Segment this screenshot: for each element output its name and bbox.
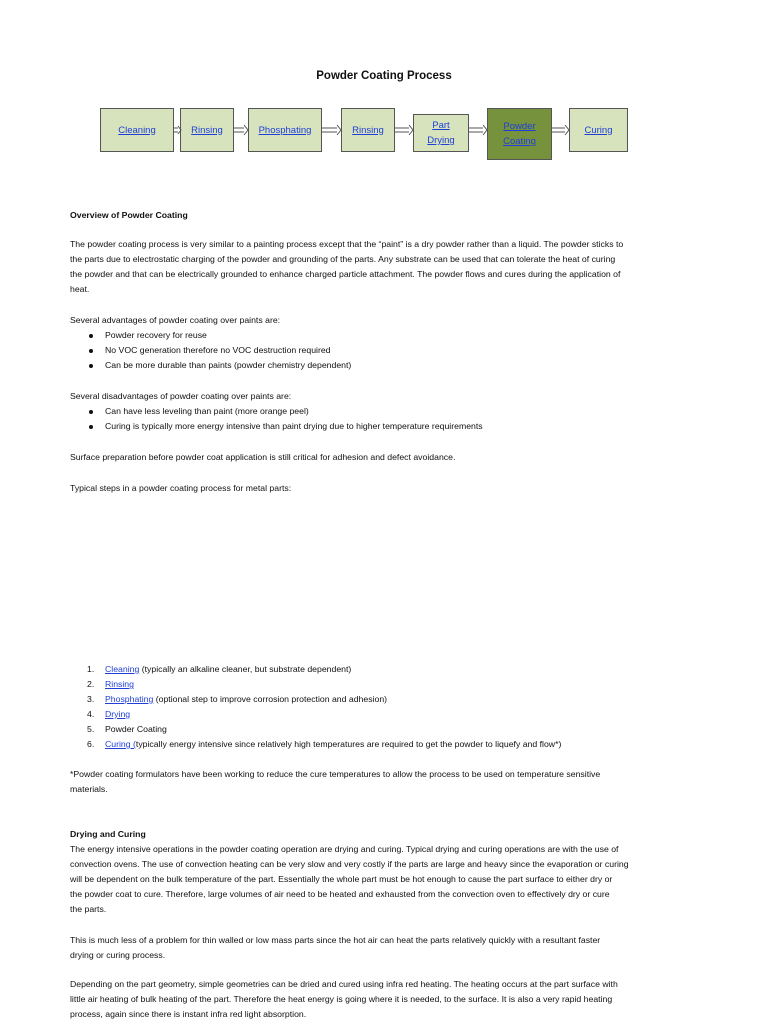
- arrow-1: [174, 126, 181, 134]
- arrow-5: [469, 125, 487, 135]
- step-description: (typically an alkaline cleaner, but substrate dependent): [139, 664, 352, 674]
- list-item: [70, 677, 710, 692]
- list-number: 6.: [87, 739, 95, 749]
- text-line: This is much less of a problem for thin walled or low mass parts since the hot air can heat the parts relatively quickly with a resultant faster: [70, 935, 601, 945]
- surface-prep-text: Surface preparation before powder coat application is still critical for adhesion and defect avoidance.: [70, 452, 456, 462]
- arrow-4: [395, 125, 413, 135]
- list-item: [70, 662, 710, 677]
- step-description: typically energy intensive since relatively high temperatures are required to get the powder to liquefy and flow*): [135, 739, 562, 749]
- list-number: 4.: [87, 709, 95, 719]
- flow-link-drying[interactable]: Drying: [427, 135, 455, 146]
- flow-link-part[interactable]: Part: [432, 120, 450, 131]
- footnote: [70, 767, 710, 797]
- flow-link-powder[interactable]: Powder: [503, 121, 536, 132]
- list-item: [70, 722, 710, 737]
- list-item: Powder recovery for reuse: [70, 328, 710, 343]
- text-line: heat.: [70, 284, 90, 294]
- step-link-cleaning[interactable]: Cleaning: [105, 664, 140, 674]
- step-link-curing[interactable]: Curing (: [105, 739, 136, 749]
- arrow-6: [552, 125, 569, 135]
- text-line: process, again since there is instant infra red light absorption.: [70, 1009, 307, 1019]
- flow-link-rinsing[interactable]: Rinsing: [191, 124, 223, 136]
- disadvantages-list: [70, 404, 710, 434]
- drying-heading: Drying and Curing: [70, 829, 146, 839]
- text-line: *Powder coating formulators have been working to reduce the cure temperatures to allow the process to be used on temperature sensitive: [70, 769, 601, 779]
- list-item: [70, 707, 710, 722]
- list-item: Curing is typically more energy intensive than paint drying due to higher temperature requirements: [70, 419, 710, 434]
- page-title: Powder Coating Process: [316, 70, 452, 82]
- flow-link-curing[interactable]: Curing: [584, 124, 613, 136]
- text-line: The energy intensive operations in the powder coating operation are drying and curing. Typical drying and curing operations are with the use of: [70, 844, 619, 854]
- text-line: the powder coat to cure. Therefore, large volumes of air need to be heated and exhausted from the convection oven to effectively dry or cure: [70, 889, 610, 899]
- text-line: the powder and that can be electrically grounded to enhance charged particle attachment. The powder flows and cures during the application of: [70, 269, 621, 279]
- list-item: [70, 692, 710, 707]
- steps-list: [70, 662, 710, 752]
- drying-paragraph-1: [70, 842, 710, 917]
- typical-steps-text: Typical steps in a powder coating process for metal parts:: [70, 483, 292, 493]
- arrow-3: [322, 125, 341, 135]
- flow-link-rinsing-2[interactable]: Rinsing: [352, 124, 384, 136]
- list-item: Can have less leveling than paint (more orange peel): [70, 404, 710, 419]
- list-number: 5.: [87, 724, 95, 734]
- text-line: drying or curing process.: [70, 950, 166, 960]
- step-link-drying[interactable]: Drying: [105, 709, 131, 719]
- drying-paragraph-2: [70, 933, 710, 963]
- list-number: 3.: [87, 694, 95, 704]
- flow-link-cleaning[interactable]: Cleaning: [118, 124, 156, 136]
- drying-paragraph-3: [70, 977, 710, 1022]
- text-line: will be dependent on the bulk temperature of the part. Essentially the whole part must be hot enough to cause the part surface to either dry or: [70, 874, 613, 884]
- text-line: The powder coating process is very similar to a painting process except that the “paint” is a dry powder rather than a liquid. The powder sticks to: [70, 239, 624, 249]
- text-line: little air heating of bulk heating of the part. Therefore the heat energy is going where it is needed, to the surface. It is also a very rapid heating: [70, 994, 613, 1004]
- step-description: Powder Coating: [105, 724, 167, 734]
- list-number: 2.: [87, 679, 95, 689]
- step-link-rinsing[interactable]: Rinsing: [105, 679, 134, 689]
- list-item: No VOC generation therefore no VOC destruction required: [70, 343, 710, 358]
- advantages-intro: Several advantages of powder coating over paints are:: [70, 315, 281, 325]
- overview-paragraph: [70, 237, 710, 297]
- text-line: Depending on the part geometry, simple geometries can be dried and cured using infra red heating. The heating occurs at the part surface with: [70, 979, 618, 989]
- list-item: Can be more durable than paints (powder chemistry dependent): [70, 358, 710, 373]
- flow-arrows: [0, 0, 768, 200]
- arrow-2: [234, 125, 248, 135]
- advantages-list: [70, 328, 710, 373]
- text-line: materials.: [70, 784, 108, 794]
- text-line: convection ovens. The use of convection heating can be very slow and very costly if the parts are large and heavy since the evaporation or curing: [70, 859, 629, 869]
- step-link-phosphating[interactable]: Phosphating: [105, 694, 154, 704]
- text-line: the parts due to electrostatic charging of the powder and grounding of the parts. Any substrate can be used that can tolerate the heat of curing: [70, 254, 616, 264]
- overview-heading: Overview of Powder Coating: [70, 210, 188, 220]
- text-line: the parts.: [70, 904, 107, 914]
- flow-link-phosphating[interactable]: Phosphating: [258, 124, 312, 136]
- disadvantages-intro: Several disadvantages of powder coating over paints are:: [70, 391, 292, 401]
- step-description: (optional step to improve corrosion protection and adhesion): [153, 694, 388, 704]
- list-number: 1.: [87, 664, 95, 674]
- flow-link-coating[interactable]: Coating: [503, 136, 536, 147]
- list-item: [70, 737, 710, 752]
